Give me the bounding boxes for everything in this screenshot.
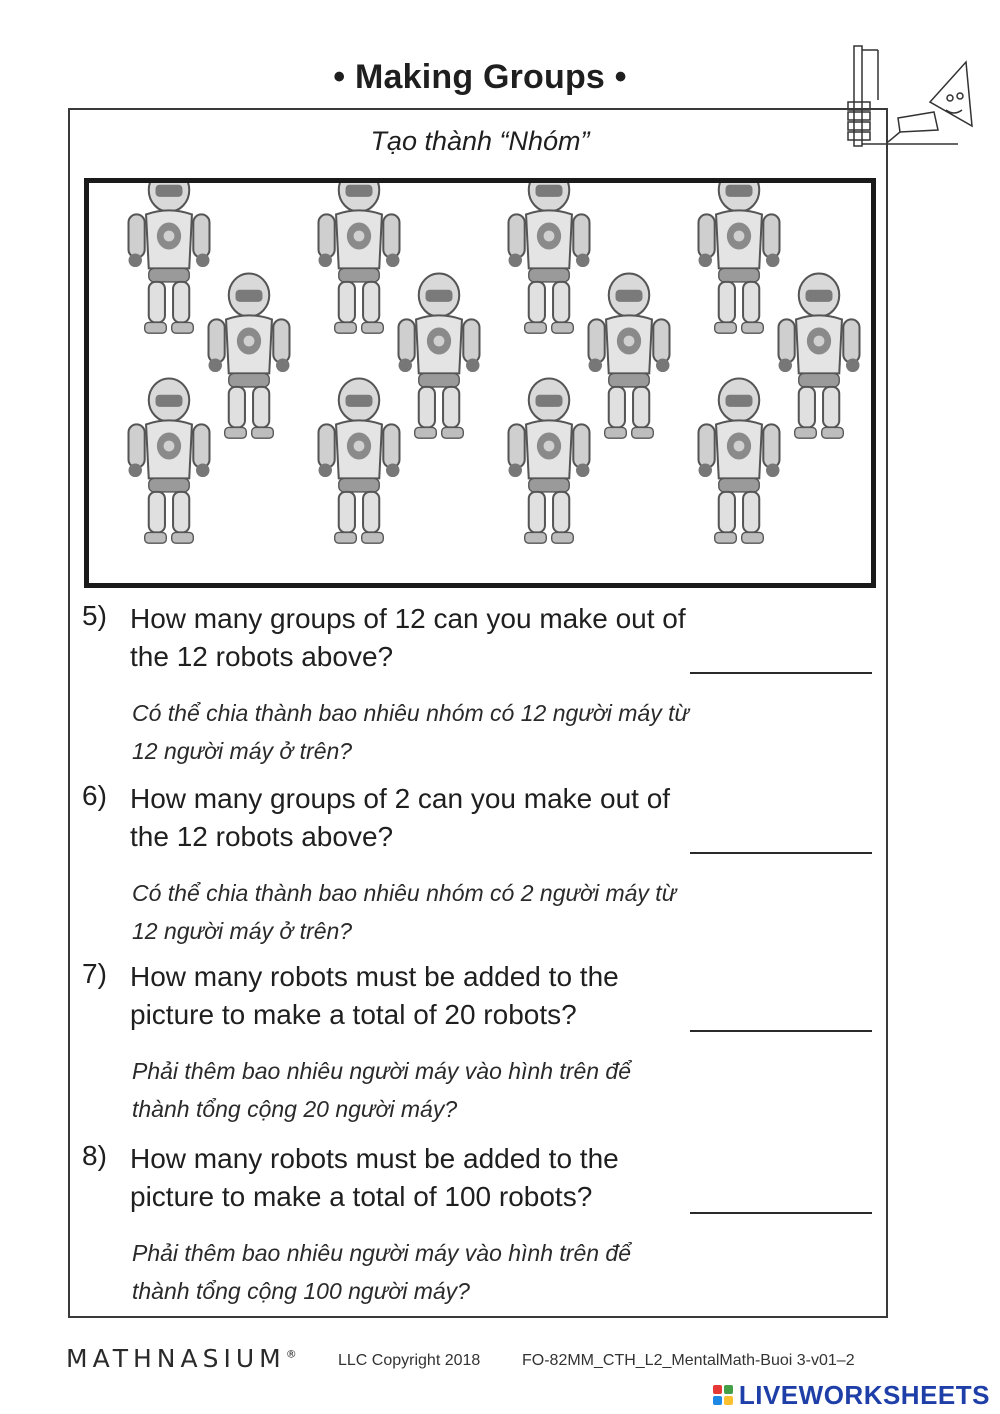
robot-icon — [509, 183, 590, 333]
copyright-text: LLC Copyright 2018 — [338, 1352, 481, 1369]
registered-mark: ® — [285, 1347, 297, 1361]
page-title: • Making Groups • — [333, 58, 627, 96]
robot-icon — [129, 379, 210, 544]
question-english: How many groups of 12 can you make out of the 12 robots above? — [130, 603, 686, 672]
liveworksheets-logo-icon — [713, 1385, 733, 1405]
robot-icon — [589, 274, 670, 439]
question-vietnamese: Có thể chia thành bao nhiêu nhóm có 2 người máy từ 12 người máy ở trên? — [132, 880, 677, 944]
robot-icon — [209, 274, 290, 439]
brand-text: MATHNASIUM — [66, 1344, 286, 1373]
worksheet-frame — [68, 108, 888, 1318]
question-english: How many robots must be added to the picture to make a total of 100 robots? — [130, 1143, 619, 1212]
footer — [66, 1344, 966, 1384]
robot-icon — [399, 274, 480, 439]
question-number: 5) — [82, 600, 107, 631]
robot-icon — [779, 274, 860, 439]
answer-line[interactable] — [690, 1030, 872, 1032]
question-english: How many groups of 2 can you make out of the 12 robots above? — [130, 783, 671, 852]
liveworksheets-watermark — [713, 1380, 990, 1410]
question-vietnamese: Có thể chia thành bao nhiêu nhóm có 12 người máy từ 12 người máy ở trên? — [132, 700, 690, 764]
robot-icon — [509, 379, 590, 544]
question-7 — [70, 958, 890, 1138]
answer-line[interactable] — [690, 672, 872, 674]
mathnasium-logo — [66, 1344, 297, 1373]
question-6 — [70, 780, 890, 960]
robot-picture — [84, 178, 876, 588]
question-number: 8) — [82, 1140, 107, 1171]
question-english: How many robots must be added to the picture to make a total of 20 robots? — [130, 961, 619, 1030]
robot-icon — [129, 183, 210, 333]
question-vietnamese: Phải thêm bao nhiêu người máy vào hình trên để thành tổng cộng 20 người máy? — [132, 1058, 632, 1122]
document-code: FO-82MM_CTH_L2_MentalMath-Buoi 3-v01–2 — [522, 1352, 855, 1369]
answer-line[interactable] — [690, 852, 872, 854]
question-5 — [70, 600, 890, 780]
question-8 — [70, 1140, 890, 1320]
robot-icon — [699, 183, 780, 333]
question-number: 6) — [82, 780, 107, 811]
question-vietnamese: Phải thêm bao nhiêu người máy vào hình trên để thành tổng cộng 100 người máy? — [132, 1240, 632, 1304]
answer-line[interactable] — [690, 1212, 872, 1214]
liveworksheets-text: LIVEWORKSHEETS — [738, 1379, 990, 1410]
page-subtitle: Tạo thành “Nhóm” — [370, 126, 590, 156]
robot-icon — [319, 183, 400, 333]
robot-icon — [699, 379, 780, 544]
robot-icon — [319, 379, 400, 544]
question-number: 7) — [82, 958, 107, 989]
